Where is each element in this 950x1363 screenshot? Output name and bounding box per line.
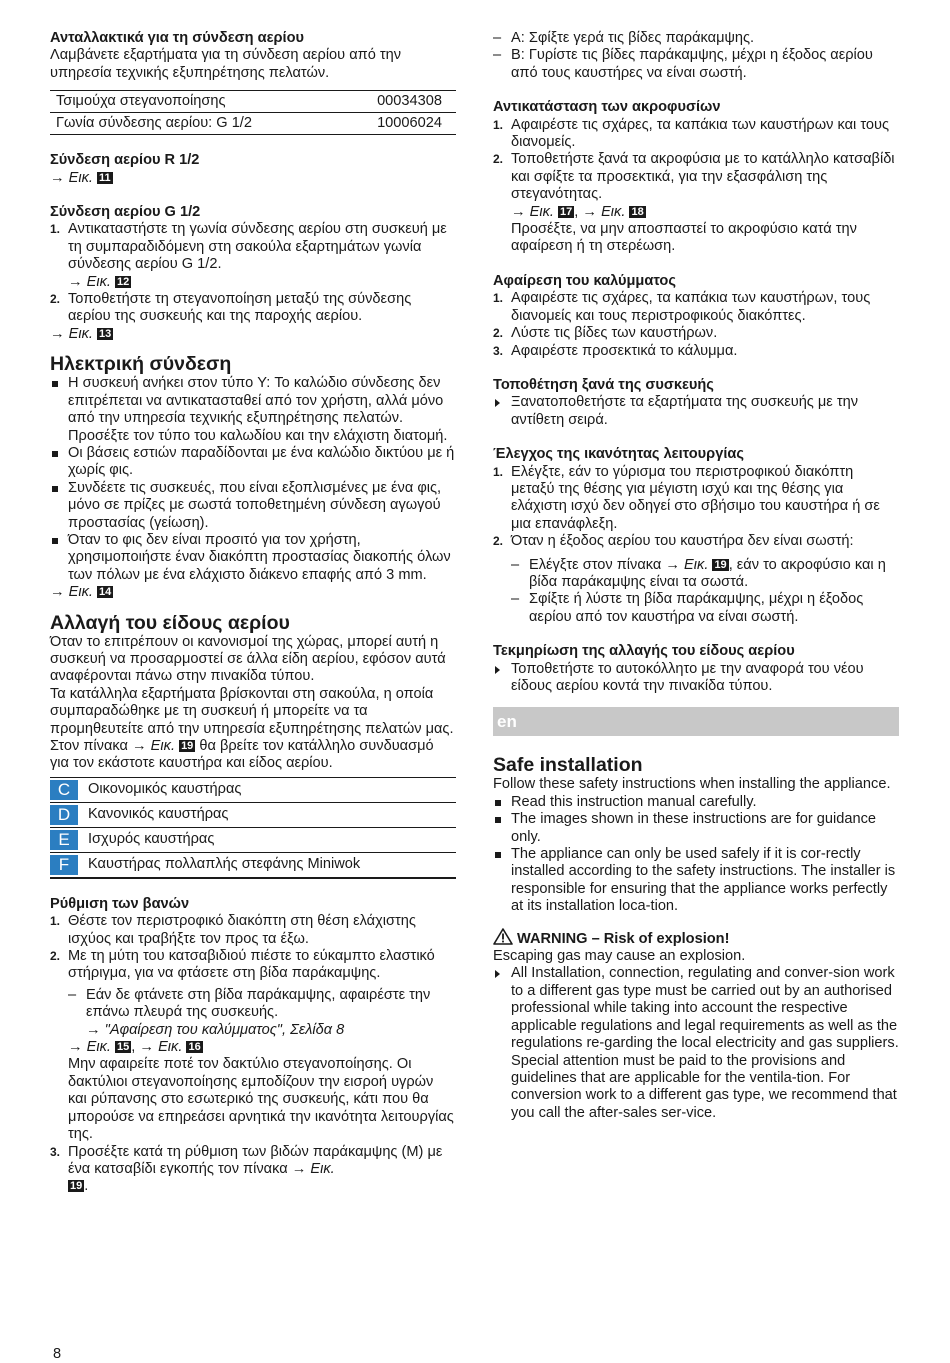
cover-heading: Αφαίρεση του καλύμματος — [493, 272, 676, 289]
step-text: Ελέγξτε, εάν το γύρισμα του περιστροφικού διακόπτη μεταξύ της θέσης για μέγιστη ισχύ και της θέσης για ελάχιστη ισχύ δεν οδηγεί στο σβήσιμο του καυστήρα ή σε μια επανάφλεξη. — [511, 463, 880, 532]
list-item — [50, 221, 456, 291]
doc-heading: Τεκμηρίωση της αλλαγής του είδους αερίου — [493, 643, 795, 660]
triangle-bullet-icon — [495, 970, 500, 978]
language-bar: en — [493, 707, 899, 736]
safe-install-list — [493, 794, 899, 916]
electrical-heading: Ηλεκτρική σύνδεση — [50, 353, 232, 376]
arrow-icon: → — [50, 325, 65, 342]
arrow-icon: → — [665, 556, 680, 573]
list-item — [50, 948, 456, 1143]
fig-word: Εικ. — [684, 556, 709, 573]
list-item: Όταν το φις δεν είναι προσιτό για τον χρήστη, χρησιμοποιήστε έναν διακόπτη προστασίας διακοπής όλων των πόλων με ένα ελάχιστο διάκενο επαφής από 3 mm. — [50, 532, 456, 584]
warning-list — [493, 965, 899, 1122]
fig-number: 18 — [631, 205, 644, 218]
list-item: Η συσκευή ανήκει στον τύπο Y: Το καλώδιο σύνδεσης δεν επιτρέπεται να αντικατασταθεί από τον χρήστη, αλλά μόνο από την υπηρεσία τεχνικής εξυπηρέτησης πελατών. Προσέξτε τον τύπο του καλωδίου και την ελάχιστη διατομή. — [50, 375, 456, 445]
arrow-icon: → — [68, 273, 83, 290]
list-item: Οι βάσεις εστιών παραδίδονται με ένα καλώδιο δικτύου με ή χωρίς φις. — [50, 445, 456, 480]
item-text: All Installation, connection, regulating and conver-sion work to a different gas type must be carried out by an authorised professional while taking into account the respective applicable regulations and legal requirements as well as the regulations re-garding the local electricity and gas suppliers. Special attention must be paid to the provisions and guidelines that are applicable for the ventila-tion. For conversion work to a different gas type, we recommend that you call the after-sales ser-vice. — [511, 965, 899, 1121]
table-row — [50, 777, 456, 802]
list-item — [493, 117, 899, 152]
gas-change-text-2 — [50, 686, 456, 773]
step-number: 2. — [493, 326, 504, 341]
step-number: 3. — [493, 343, 504, 358]
table-row — [50, 827, 456, 852]
step-text: Αφαιρέστε τις σχάρες, τα καπάκια των καυστήρων, τους διανομείς και τους περιστροφικούς διακόπτες. — [511, 290, 871, 324]
list-item — [50, 291, 456, 326]
nozzle-steps — [493, 117, 899, 256]
fig-word: Εικ. — [68, 169, 93, 186]
fig-number: 17 — [560, 205, 573, 218]
list-item — [493, 325, 899, 342]
safe-install-heading: Safe installation — [493, 754, 643, 777]
step-number: 1. — [50, 914, 61, 929]
fig-word: Εικ. — [529, 203, 554, 220]
dash-list — [68, 987, 456, 1039]
fig-number: 11 — [99, 171, 111, 184]
step-number: 1. — [493, 117, 504, 132]
fig-word: Εικ. — [68, 584, 93, 601]
triangle-bullet-icon — [495, 666, 500, 674]
burner-label: Ισχυρός καυστήρας — [80, 827, 456, 852]
step-text: Με τη μύτη του κατσαβιδιού πιέστε το εύκαμπτο ελαστικό στήριγμα, για να φτάσετε στη βίδα παράκαμψης. — [68, 948, 435, 982]
warning-text: Escaping gas may cause an explosion. — [493, 948, 746, 965]
step-number: 1. — [50, 222, 61, 237]
nozzle-heading: Αντικατάσταση των ακροφυσίων — [493, 99, 721, 116]
spare-parts-heading: Ανταλλακτικά για τη σύνδεση αερίου — [50, 30, 304, 46]
step-text: Όταν η έξοδος αερίου του καυστήρα δεν είναι σωστή: — [511, 533, 854, 550]
dash-text: Εάν δε φτάνετε στη βίδα παράκαμψης, αφαιρέστε την επάνω πλευρά της συσκευής. — [86, 986, 431, 1021]
right-column — [493, 30, 899, 1122]
fig-number: 12 — [117, 275, 130, 288]
step-text: Αντικαταστήστε τη γωνία σύνδεσης αερίου στη συσκευή με τη συμπαραδιδόμενη στη σακούλα εξαρτημάτων γωνία σύνδεσης αερίου G 1/2. — [68, 221, 447, 273]
dash-list — [511, 557, 899, 627]
refit-list — [493, 394, 899, 429]
list-item — [493, 343, 899, 360]
fig-ref — [50, 326, 456, 343]
text-span: θα βρείτε τον κατάλληλο συνδυασμό για τον εκάστοτε καυστήρα και είδος αερίου. — [50, 738, 434, 772]
burner-code-badge: C — [50, 780, 78, 800]
step-text: Αφαιρέστε τις σχάρες, τα καπάκια των καυστήρων και τους διανομείς. — [511, 116, 890, 151]
fig-number: 19 — [714, 558, 727, 571]
note-text: Μην αφαιρείτε ποτέ τον δακτύλιο στεγανοποίησης. Οι δακτύλιοι στεγανοποίησης εμποδίζουν την εισροή υγρών και ρύπανσης στο εσωτερικό της συσκευής, κάτι που θα μπορούσε να επηρεάσει αρνητικά την ικανότητα λειτουργίας της. — [68, 1056, 454, 1143]
arrow-icon: → — [511, 203, 526, 220]
step-number: 2. — [50, 292, 61, 307]
g12-steps — [50, 221, 456, 325]
list-item: The appliance can only be used safely if it is cor-rectly installed according to the safety instructions. The installer is responsible for ensuring that the appliance works perfectly at its installation loca-tion. — [493, 846, 899, 916]
list-item — [493, 151, 899, 255]
gas-g12-heading: Σύνδεση αερίου G 1/2 — [50, 204, 201, 221]
list-item — [493, 464, 899, 534]
list-item — [493, 290, 899, 325]
gas-change-heading: Αλλαγή του είδους αερίου — [50, 611, 290, 634]
fig-word: Εικ. — [68, 325, 93, 342]
burner-code-badge: F — [50, 855, 78, 875]
arrow-icon: → — [139, 1039, 154, 1056]
fig-number: 19 — [70, 1180, 83, 1193]
part-name: Γωνία σύνδεσης αερίου: G 1/2 — [50, 113, 338, 135]
fig-word: Εικ. — [310, 1160, 335, 1177]
arrow-icon: → — [68, 1039, 83, 1056]
list-item: 3. Προσέξτε κατά τη ρύθμιση των βιδών παράκαμψης (M) με ένα κατσαβίδι εγκοπής τον πίνακα → Εικ. 19 . — [50, 1143, 443, 1195]
fig-ref: → Εικ. 17 , → Εικ. 18 — [511, 203, 644, 220]
step-text: Τοποθετήστε τη στεγανοποίηση μεταξύ της σύνδεσης αερίου της συσκευής και της παροχής αερίου. — [68, 291, 412, 325]
valve-heading: Ρύθμιση των βανών — [50, 895, 190, 912]
step-text: Λύστε τις βίδες των καυστήρων. — [511, 325, 718, 342]
list-item: Συνδέετε τις συσκευές, που είναι εξοπλισμένες με ένα φις, μόνο σε πρίζες με σωστά τοποθετημένη σύνδεση αγωγού προστασίας (γείωση). — [50, 480, 456, 532]
triangle-bullet-icon — [495, 399, 500, 407]
cover-steps — [493, 290, 899, 360]
doc-list — [493, 661, 899, 696]
arrow-icon: → — [582, 203, 597, 220]
list-item — [493, 533, 899, 626]
part-name: Τσιμούχα στεγανοποίησης — [50, 91, 338, 113]
table-row — [50, 113, 456, 135]
refit-heading: Τοποθέτηση ξανά της συσκευής — [493, 376, 714, 393]
fig-word: Εικ. — [86, 1039, 111, 1056]
check-steps — [493, 464, 899, 627]
burner-label: Καυστήρας πολλαπλής στεφάνης Miniwok — [80, 852, 456, 878]
table-row — [50, 802, 456, 827]
arrow-icon: → — [291, 1160, 307, 1177]
step-text: Προσέξτε κατά τη ρύθμιση των βιδών παράκαμψης (M) με ένα κατσαβίδι εγκοπής τον πίνακα — [68, 1143, 443, 1177]
step-text: Θέστε τον περιστροφικό διακόπτη στη θέση ελάχιστης ισχύος και τραβήξτε τον προς τα έξω. — [68, 913, 416, 947]
step-number: 2. — [493, 534, 504, 549]
item-text: Τοποθετήστε το αυτοκόλλητο με την αναφορά του νέου είδους αερίου κοντά την πινακίδα τύπου. — [511, 660, 864, 694]
step-number: 2. — [493, 152, 504, 167]
fig-word: Εικ. — [158, 1039, 183, 1056]
page-number: 8 — [53, 1346, 62, 1362]
warning-heading — [493, 928, 899, 948]
fig-ref: → Εικ. 15 , → Εικ. 16 — [68, 1039, 201, 1056]
step-number: 1. — [493, 464, 504, 479]
step-number: 1. — [493, 291, 504, 306]
arrow-icon: → — [50, 584, 65, 601]
list-item — [493, 394, 899, 429]
table-row — [50, 852, 456, 878]
part-code: 00034308 — [338, 91, 456, 113]
fig-word: Εικ. — [86, 273, 111, 290]
dash-text: , εάν το ακροφύσιο και η βίδα παράκαμψης είναι τα σωστά. — [529, 556, 886, 590]
gas-r12-heading: Σύνδεση αερίου R 1/2 — [50, 152, 200, 169]
step-number: 3. — [50, 1144, 61, 1159]
burner-code-badge: E — [50, 830, 78, 850]
note-text: Προσέξτε, να μην αποσπαστεί το ακροφύσιο κατά την αφαίρεση ή τη στερέωση. — [511, 221, 857, 255]
fig-number: 19 — [181, 740, 194, 752]
fig-number: 14 — [99, 586, 112, 599]
fig-ref — [68, 274, 131, 290]
step-text: Αφαιρέστε προσεκτικά το κάλυμμα. — [511, 342, 738, 359]
arrow-icon: → — [132, 738, 147, 754]
arrow-icon: → — [86, 1021, 101, 1038]
list-item — [493, 661, 899, 696]
fig-ref — [50, 584, 456, 601]
list-item — [511, 557, 899, 592]
list-item: – B: Γυρίστε τις βίδες παράκαμψης, μέχρι η έξοδος αερίου από τους καυστήρες να είναι σωστή. — [493, 47, 899, 82]
step-number: 2. — [50, 949, 61, 964]
check-heading: Έλεγχος της ικανότητας λειτουργίας — [493, 446, 744, 463]
fig-number: 15 — [117, 1041, 130, 1054]
fig-number: 13 — [99, 327, 112, 340]
text-span: Τα κατάλληλα εξαρτήματα βρίσκονται στη σακούλα, η οποία συμπαραδώθηκε με τη συσκευή ή μπορείτε να τα προμηθευτείτε από την υπηρεσία εξυπηρέτησης πελατών μας. Στον πίνακα — [50, 685, 454, 754]
left-column — [50, 30, 456, 1196]
list-item — [68, 987, 456, 1039]
burner-code-badge: D — [50, 805, 78, 825]
table-row — [50, 91, 456, 113]
burner-label: Οικονομικός καυστήρας — [80, 777, 456, 802]
dash-text: Ελέγξτε στον πίνακα — [529, 556, 662, 573]
burner-table — [50, 777, 456, 879]
arrow-icon: → — [50, 169, 65, 186]
fig-word: Εικ. — [601, 203, 626, 220]
gas-change-text-1: Όταν το επιτρέπουν οι κανονισμοί της χώρας, μπορεί αυτή η συσκευή να προσαρμοστεί σε άλλα είδη αερίου, εφόσον αυτά αναφέρονται πάνω στην πινακίδα τύπου. — [50, 633, 446, 685]
fig-ref — [50, 170, 456, 187]
fig-word: Εικ. — [150, 738, 175, 754]
electrical-list — [50, 375, 456, 584]
list-item: The images shown in these instructions are for guidance only. — [493, 811, 899, 846]
item-text: Ξανατοποθετήστε τα εξαρτήματα της συσκευής με την αντίθετη σειρά. — [511, 394, 859, 428]
list-item — [50, 913, 456, 948]
page-reference[interactable]: "Αφαίρεση του καλύμματος", Σελίδα 8 — [104, 1021, 345, 1038]
list-item: – Σφίξτε ή λύστε τη βίδα παράκαμψης, μέχρι η έξοδος αερίου από τον καυστήρα να είναι σωστή. — [511, 591, 899, 626]
valve-steps — [50, 913, 456, 1196]
list-item — [493, 965, 899, 1122]
burner-label: Κανονικός καυστήρας — [80, 802, 456, 827]
warning-title: WARNING – Risk of explosion! — [517, 930, 730, 947]
fig-number: 16 — [188, 1041, 201, 1054]
spare-parts-text: Λαμβάνετε εξαρτήματα για τη σύνδεση αερίου από την υπηρεσία τεχνικής εξυπηρέτησης πελατών. — [50, 47, 402, 81]
step-text: Τοποθετήστε ξανά τα ακροφύσια με το κατάλληλο κατσαβίδι και σφίξτε τα προσεκτικά, για την εξασφάλιση της στεγανότητας. — [511, 151, 895, 203]
spare-parts-table — [50, 90, 456, 135]
safe-install-text: Follow these safety instructions when installing the appliance. — [493, 776, 891, 793]
list-item: – A: Σφίξτε γερά τις βίδες παράκαμψης. — [493, 30, 899, 47]
dash-list — [493, 30, 899, 82]
part-code: 10006024 — [338, 113, 456, 135]
list-item: Read this instruction manual carefully. — [493, 794, 899, 811]
warning-triangle-icon — [493, 928, 513, 945]
